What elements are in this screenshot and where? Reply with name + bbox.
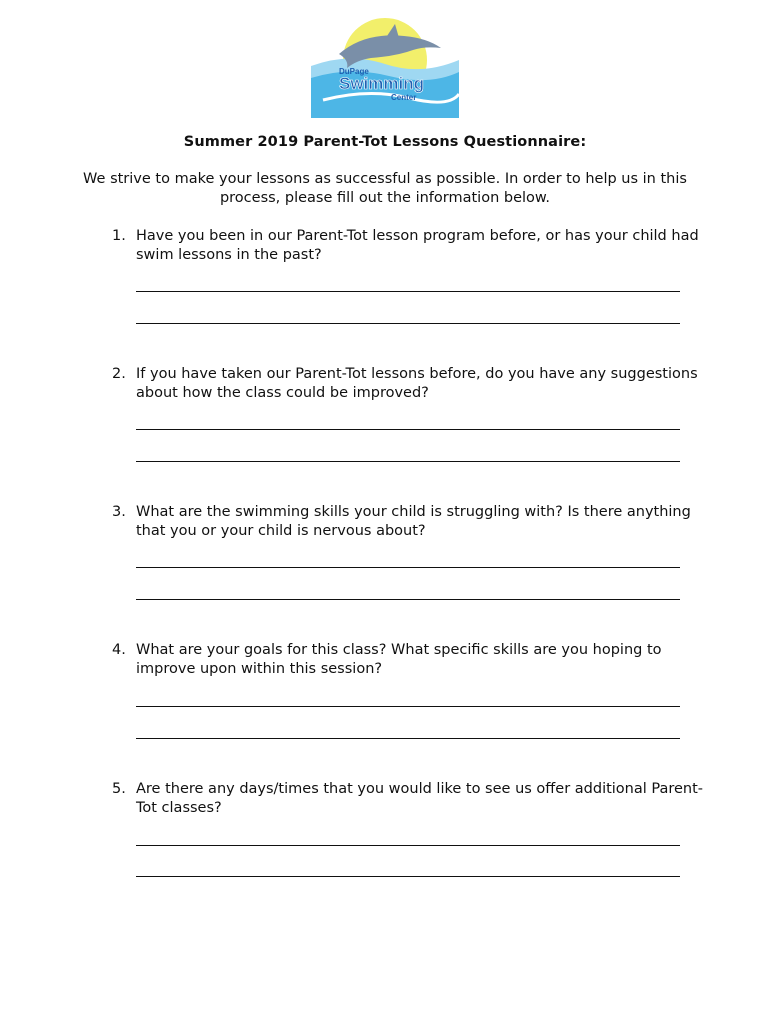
question-number: 1. <box>112 228 126 244</box>
question-number: 3. <box>112 504 126 520</box>
answer-line-4a[interactable] <box>136 706 680 707</box>
page-title: Summer 2019 Parent-Tot Lessons Questionnaire: <box>183 134 587 150</box>
logo-text-main: Swimming <box>339 74 425 93</box>
question-number: 5. <box>112 781 126 797</box>
question-text-row <box>112 365 712 403</box>
question-2 <box>112 365 712 403</box>
logo-graphic <box>309 14 461 118</box>
question-number: 2. <box>112 366 126 382</box>
answer-line-5b[interactable] <box>136 876 680 877</box>
logo-text-bottom: Center <box>391 93 417 102</box>
answer-line-2b[interactable] <box>136 461 680 462</box>
question-1 <box>112 227 712 265</box>
question-4 <box>112 641 712 679</box>
question-text-row <box>112 503 712 541</box>
answer-line-4b[interactable] <box>136 738 680 739</box>
question-text: What are the swimming skills your child is struggling with? Is there anything that you or your child is nervous about? <box>136 504 691 539</box>
question-5 <box>112 780 712 818</box>
answer-line-2a[interactable] <box>136 429 680 430</box>
question-text-row <box>112 227 712 265</box>
answer-line-3a[interactable] <box>136 567 680 568</box>
answer-line-3b[interactable] <box>136 599 680 600</box>
question-number: 4. <box>112 642 126 658</box>
question-text-row <box>112 641 712 679</box>
question-text: Have you been in our Parent-Tot lesson program before, or has your child had swim lessons in the past? <box>136 228 699 263</box>
question-text: If you have taken our Parent-Tot lessons before, do you have any suggestions about how the class could be improved? <box>136 366 698 401</box>
question-text: What are your goals for this class? What specific skills are you hoping to improve upon within this session? <box>136 642 662 677</box>
answer-line-1b[interactable] <box>136 323 680 324</box>
question-text-row <box>112 780 712 818</box>
logo-text-top: DuPage <box>339 67 369 76</box>
answer-line-5a[interactable] <box>136 845 680 846</box>
question-3 <box>112 503 712 541</box>
dupage-swimming-logo <box>309 14 461 118</box>
question-text: Are there any days/times that you would like to see us offer additional Parent-Tot classes? <box>136 781 704 816</box>
intro-text: We strive to make your lessons as successful as possible. In order to help us in this process, please fill out the information below. <box>83 171 687 206</box>
answer-line-1a[interactable] <box>136 291 680 292</box>
